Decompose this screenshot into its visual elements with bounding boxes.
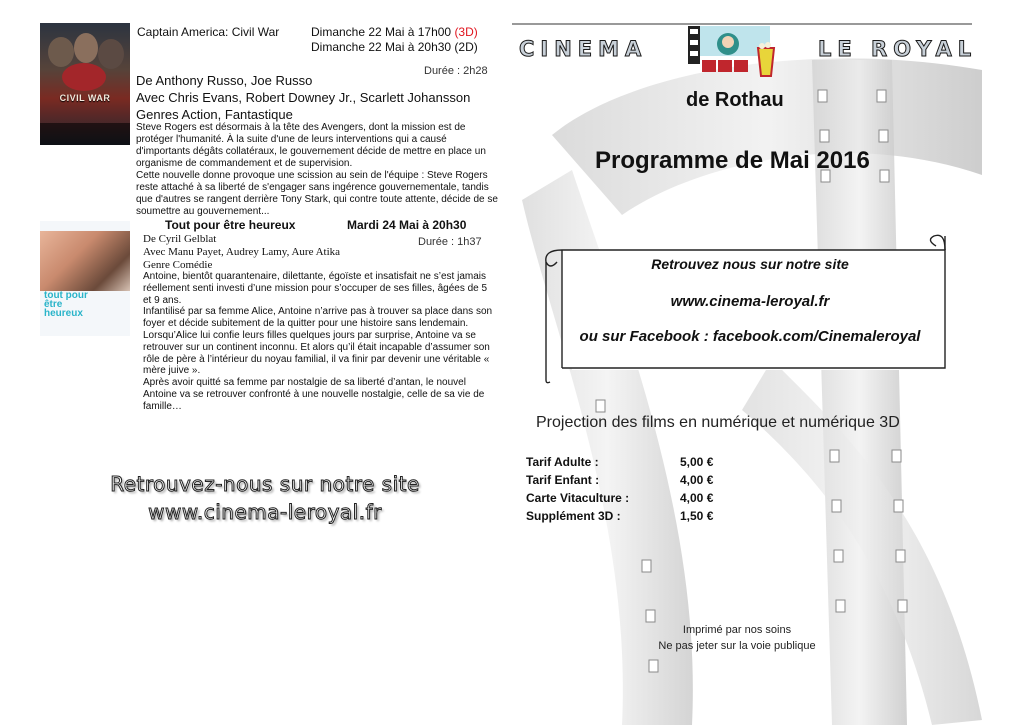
- promo-website[interactable]: www.cinema-leroyal.fr: [148, 500, 382, 524]
- scroll-line-1: Retrouvez nous sur notre site: [651, 256, 849, 272]
- city-name: de Rothau: [686, 89, 784, 111]
- price-value: 1,50 €: [680, 509, 714, 523]
- footer-disposal: Ne pas jeter sur la voie publique: [658, 640, 816, 652]
- brand-cinema: CINEMA: [519, 37, 648, 61]
- price-value: 4,00 €: [680, 473, 714, 487]
- poster-title: CIVIL WAR: [59, 93, 111, 103]
- film2-synopsis-p2: Infantilisé par sa femme Alice, Antoine n’arrive pas à trouver sa place dans son foyer et décide subitement de la quitter pour une histoire sans lendemain. Lorsqu’Alice lui confie leurs filles quelques jours par surprise, Antoine va se retrouver sur un continent inconnu. Et alors qu’il était incapable d’assumer son rôle de père à l’intérieur du noyau familial, il va finir par devenir une véritable « mère juive ».: [143, 306, 493, 377]
- program-title: Programme de Mai 2016: [595, 147, 870, 174]
- film1-synopsis-p2: Cette nouvelle donne provoque une scission au sein de l'équipe : Steve Rogers reste attaché à sa liberté de s'engager sans ingérence gouvernementale, tandis que d'autres se rangent derrière Tony Stark, qui contre toute attente, décide de se soumettre au gouvernement...: [136, 170, 498, 217]
- price-row: [526, 453, 740, 471]
- poster-title: tout pour être heureux: [44, 290, 88, 319]
- film1-showtimes: [311, 25, 478, 55]
- brand-le-royal: LE ROYAL: [818, 37, 978, 61]
- film2-synopsis: [143, 271, 495, 413]
- price-row: [526, 471, 740, 489]
- film1-synopsis: [136, 122, 501, 218]
- scroll-facebook[interactable]: ou sur Facebook : facebook.com/Cinemaleroyal: [579, 328, 921, 345]
- price-label: Tarif Enfant :: [526, 473, 600, 487]
- film2-synopsis-p3: Après avoir quitté sa femme par nostalgie de sa liberté d’antan, le nouvel Antoine va se retrouver confronté à une nouvelle nostalgie, celle de sa vie de famille…: [143, 377, 485, 412]
- price-label: Carte Vitaculture :: [526, 491, 630, 505]
- film2-genre: Genre Comédie: [143, 259, 213, 271]
- civil-war-poster-icon: [40, 23, 130, 145]
- scroll-website[interactable]: www.cinema-leroyal.fr: [670, 293, 830, 310]
- film2-title: Tout pour être heureux: [165, 218, 296, 232]
- film1-credits: [136, 72, 470, 123]
- footer-note: [612, 622, 862, 654]
- projection-info: Projection des films en numérique et numérique 3D: [536, 414, 900, 431]
- price-label: Supplément 3D :: [526, 509, 621, 523]
- film1-cast: Avec Chris Evans, Robert Downey Jr., Scarlett Johansson: [136, 90, 471, 105]
- footer-printed: Imprimé par nos soins: [682, 624, 792, 636]
- film2-synopsis-p1: Antoine, bientôt quarantenaire, dilettante, égoïste et insatisfait ne s’est jamais réellement senti investi d’une mission pour s’occuper de ses filles, âgées de 5 et 9 ans.: [143, 271, 488, 306]
- film1-showtime-1: Dimanche 22 Mai à 17h00 (3D): [311, 25, 478, 39]
- film2-duration: Durée : 1h37: [418, 236, 482, 248]
- promo-line-1: Retrouvez-nous sur notre site: [110, 472, 420, 496]
- film1-genres: Genres Action, Fantastique: [136, 107, 293, 122]
- film1-title: Captain America: Civil War: [137, 25, 280, 39]
- film1-synopsis-p1: Steve Rogers est désormais à la tête des Avengers, dont la mission est de protéger l'humanité. À la suite d'une de leurs interventions qui a causé d'importants dégâts collatéraux, le gouvernement décide de mettre en place un organisme de commandement et de supervision.: [136, 122, 486, 169]
- film2-credits: [143, 233, 340, 272]
- film2-showtime: Mardi 24 Mai à 20h30: [347, 218, 467, 232]
- film2-director: De Cyril Gelblat: [143, 233, 217, 245]
- price-list: [526, 453, 740, 525]
- price-row: [526, 489, 740, 507]
- right-page: [512, 0, 1024, 725]
- tout-pour-etre-heureux-poster-icon: [40, 221, 130, 336]
- price-row: [526, 507, 740, 525]
- film2-cast: Avec Manu Payet, Audrey Lamy, Aure Atika: [143, 246, 341, 258]
- price-value: 4,00 €: [680, 491, 714, 505]
- film1-duration: Durée : 2h28: [424, 65, 488, 77]
- film1-directors: De Anthony Russo, Joe Russo: [136, 73, 313, 88]
- price-value: 5,00 €: [680, 455, 714, 469]
- film1-3d-tag: (3D): [454, 25, 478, 39]
- film1-showtime-2: Dimanche 22 Mai à 20h30 (2D): [311, 40, 478, 54]
- price-label: Tarif Adulte :: [526, 455, 599, 469]
